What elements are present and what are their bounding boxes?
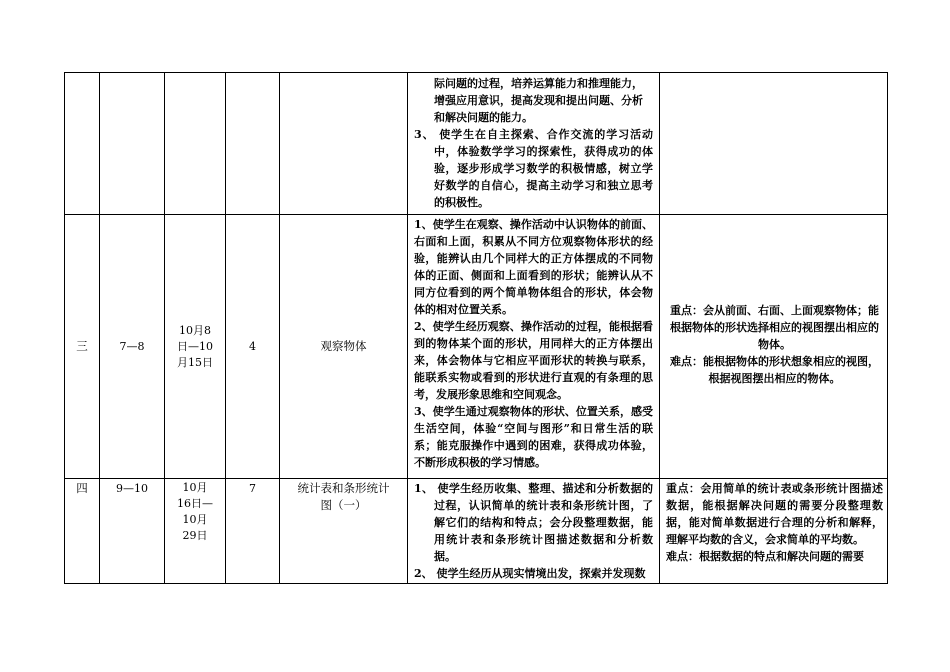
hours-cell: 7 <box>249 482 256 495</box>
key-points-cell <box>660 480 889 584</box>
objective-item: 2、 使学生经历从现实情境出发，探索并发现数 <box>414 567 646 580</box>
unit-cell: 三 <box>76 339 88 353</box>
objective-item: 1、使学生在观察、操作活动中认识物体的前面、右面和上面，积累从不同方位观察物体形状的经验，能辨认由几个同样大的正方体摆成的不同物体的正面、侧面和上面看到的形状；能辨认从不同方位看到的两个简单物体组合的形状，体会物体的相对位置关系。 <box>414 218 653 316</box>
objectives-cell <box>408 216 659 471</box>
objective-item: 2、使学生经历观察、操作活动的过程，能根据看到的物体某个面的形状，用同样大的正方体摆出来，体会物体与它相应平面形状的转换与联系，能联系实物或看到的形状进行直观的有条理的思考，发展形象思维和空间观念。 <box>414 320 653 401</box>
objective-item: 3、 使学生在自主探索、合作交流的学习活动中，体验数学学习的探索性，获得成功的体验，逐步形成学习数学的积极情感，树立学好数学的自信心，提高主动学习和独立思考的积极性。 <box>414 128 653 209</box>
objective-item: 3、使学生通过观察物体的形状、位置关系，感受生活空间，体验“空间与图形”和日常生活的联系；能克服操作中遇到的困难，获得成功体验，不断形成积极的学习情感。 <box>414 405 653 469</box>
difficult-point: 难点：能根据物体的形状想象相应的视图，根据视图摆出相应的物体。 <box>670 355 879 385</box>
topic-cell: 统计表和条形统计图（一） <box>297 481 390 512</box>
key-points-cell <box>660 302 889 387</box>
hours-cell: 4 <box>249 340 256 353</box>
weeks-cell: 7—8 <box>119 340 145 353</box>
objective-item: 1、 使学生经历收集、整理、描述和分析数据的过程，认识简单的统计表和条形统计图，了解它们的结构和特点；会分段整理数据，能用统计表和条形统计图描述数据和分析数据。 <box>414 482 653 563</box>
key-point: 重点：会从前面、右面、上面观察物体；能根据物体的形状选择相应的视图摆出相应的物体。 <box>670 304 879 351</box>
weeks-cell: 9—10 <box>116 482 148 495</box>
objective-line: 和解决问题的能力。 <box>434 111 533 124</box>
difficult-point: 难点：根据数据的特点和解决问题的需要 <box>666 550 864 563</box>
unit-cell: 四 <box>76 481 88 495</box>
objective-line: 增强应用意识，提高发现和提出问题、分析 <box>434 94 643 107</box>
dates-cell: 10月8日—10月15日 <box>177 323 213 369</box>
topic-cell: 观察物体 <box>320 339 367 353</box>
key-point: 重点：会用简单的统计表或条形统计图描述数据，能根据解决问题的需要分段整理数据，能对简单数据进行合理的分析和解释，理解平均数的含义，会求简单的平均数。 <box>666 482 883 546</box>
dates-cell: 10月16日—10月29日 <box>177 481 213 542</box>
row-divider <box>65 478 887 479</box>
objectives-cell <box>408 75 659 211</box>
plan-table <box>64 72 888 584</box>
objectives-cell <box>408 480 659 584</box>
objective-line: 际问题的过程，培养运算能力和推理能力， <box>434 77 643 90</box>
